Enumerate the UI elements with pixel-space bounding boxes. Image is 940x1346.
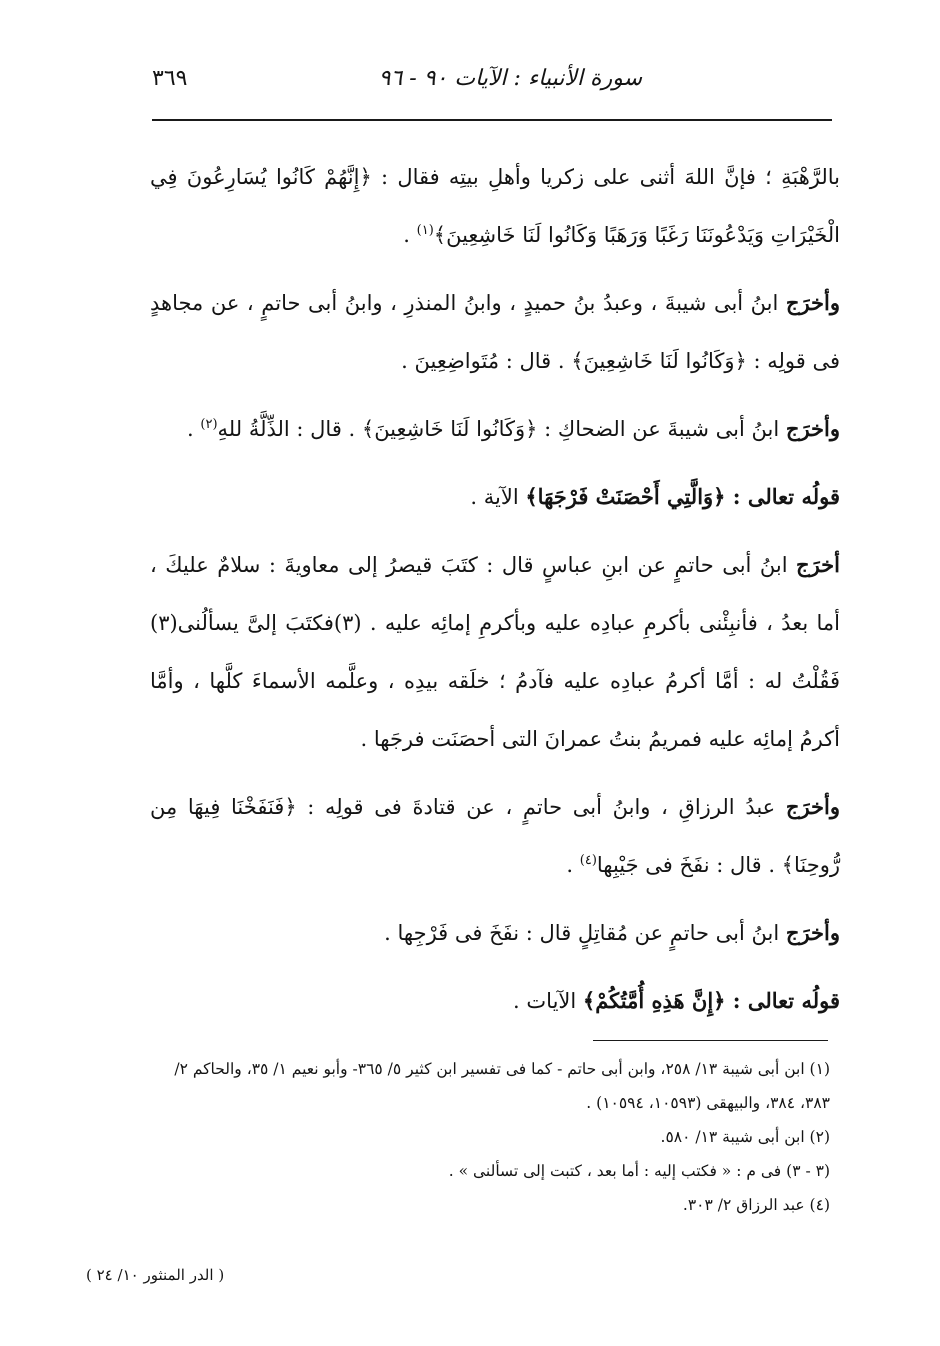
heading-rest: الآيات . [513, 989, 583, 1013]
paragraph-text: ابنُ أبى شيبةَ عن الضحاكِ : ﴿وَكَانُوا لَنَا خَاشِعِينَ﴾ . قال : الذِّلَّةُ للهِ [217, 417, 786, 441]
footnote-1: (١) ابن أبى شيبة ١٣/ ٢٥٨، وابن أبى حاتم - كما فى تفسير ابن كثير ٥/ ٣٦٥- وأبو نعيم ١/ ٣٥، والحاكم ٢/ ٣٨٣، ٣٨٤، والبيهقى (١٠٥٩٣، ١٠٥٩٤) . [174, 1060, 830, 1112]
footnote-marker: (١) [416, 223, 434, 238]
footnote-marker: (٤) [579, 853, 597, 868]
print-signature: ( الدر المنثور ١٠/ ٢٤ ) [86, 1266, 225, 1284]
page-number: ٣٦٩ [152, 66, 188, 91]
paragraph-lead: وأخرَج [785, 416, 840, 441]
paragraph-text: ابنُ أبى حاتمٍ عن ابنِ عباسٍ قال : كتَبَ قيصرُ إلى معاويةَ : سلامٌ عليكَ ، أما بعدُ ، فأنبِئْنى بأكرمِ عبادِه عليه وبأكرمِ إمائِه عليه . (٣)فكتَبَ إلىَّ يسألُنى(٣) فَقُلْتُ له : أمَّا أكرمُ عبادِه عليه فآدمُ ؛ خلَقه بيدِه ، وعلَّمه الأسماءَ كلَّها ، وأمَّا أكرمُ إمائِه عليه فمريمُ بنتُ عمرانَ التى أحصَنَت فرجَها . [150, 553, 840, 751]
header-rule [152, 119, 832, 121]
paragraph-text: ابنُ أبى حاتمٍ عن مُقاتِلٍ قال : نفَخَ فى فَرْجِها . [384, 921, 786, 945]
heading-rest: الآية . [470, 485, 526, 509]
paragraph-lead: أخرَج [796, 552, 840, 577]
paragraph-6 [150, 904, 840, 962]
paragraph-text: ابنُ أبى شيبةَ ، وعبدُ بنُ حميدٍ ، وابنُ المنذرِ ، وابنُ أبى حاتمٍ ، عن مجاهدٍ فى قولِه : ﴿وَكَانُوا لَنَا خَاشِعِينَ﴾ . قال : مُتَواضِعِينَ . [150, 291, 840, 373]
running-head [152, 62, 832, 102]
footnote-4: (٤) عبد الرزاق ٢/ ٣٠٣. [682, 1196, 830, 1214]
footnote-marker: (٢) [200, 417, 218, 432]
paragraph-tail: . [403, 223, 417, 247]
footnotes [150, 1052, 830, 1222]
paragraph-text: بالرَّهْبَةِ ؛ فإنَّ اللهَ أثنى على زكريا وأهلِ بيتِه فقال : ﴿إِنَّهُمْ كَانُوا يُسَارِعُونَ فِي الْخَيْرَاتِ وَيَدْعُونَنَا رَغَبًا وَرَهَبًا وَكَانُوا لَنَا خَاشِعِينَ﴾ [150, 165, 840, 247]
paragraph-tail: . [187, 417, 201, 441]
paragraph-text: عبدُ الرزاقِ ، وابنُ أبى حاتمٍ ، عن قتادةَ فى قولِه : ﴿فَنَفَخْنَا فِيهَا مِن رُّوحِنَا﴾ . قال : نفَخَ فى جَيْبِها [150, 795, 840, 877]
paragraph-5 [150, 778, 840, 894]
paragraph-4 [150, 536, 840, 768]
heading-text: قولُه تعالى : ﴿وَالَّتِي أَحْصَنَتْ فَرْجَهَا﴾ [525, 484, 840, 509]
section-heading-2 [150, 972, 840, 1030]
paragraph-1 [150, 148, 840, 264]
paragraph-tail: . [566, 853, 580, 877]
paragraph-lead: وأخرَج [785, 290, 840, 315]
main-text [150, 148, 840, 1040]
footnote-2: (٢) ابن أبى شيبة ١٣/ ٥٨٠. [660, 1128, 830, 1146]
footnote-3: (٣ - ٣) فى م : « فكتب إليه : أما بعد ، كتبت إلى تسألنى » . [448, 1162, 830, 1180]
heading-text: قولُه تعالى : ﴿إِنَّ هَذِهِ أُمَّتُكُمْ﴾ [582, 988, 840, 1013]
section-heading-1 [150, 468, 840, 526]
paragraph-lead: وأخرَج [785, 794, 840, 819]
paragraph-3 [150, 400, 840, 458]
paragraph-2 [150, 274, 840, 390]
chapter-title: سورة الأنبياء : الآيات ٩٠ - ٩٦ [378, 66, 642, 91]
paragraph-lead: وأخرَج [785, 920, 840, 945]
footnote-rule [593, 1040, 828, 1041]
